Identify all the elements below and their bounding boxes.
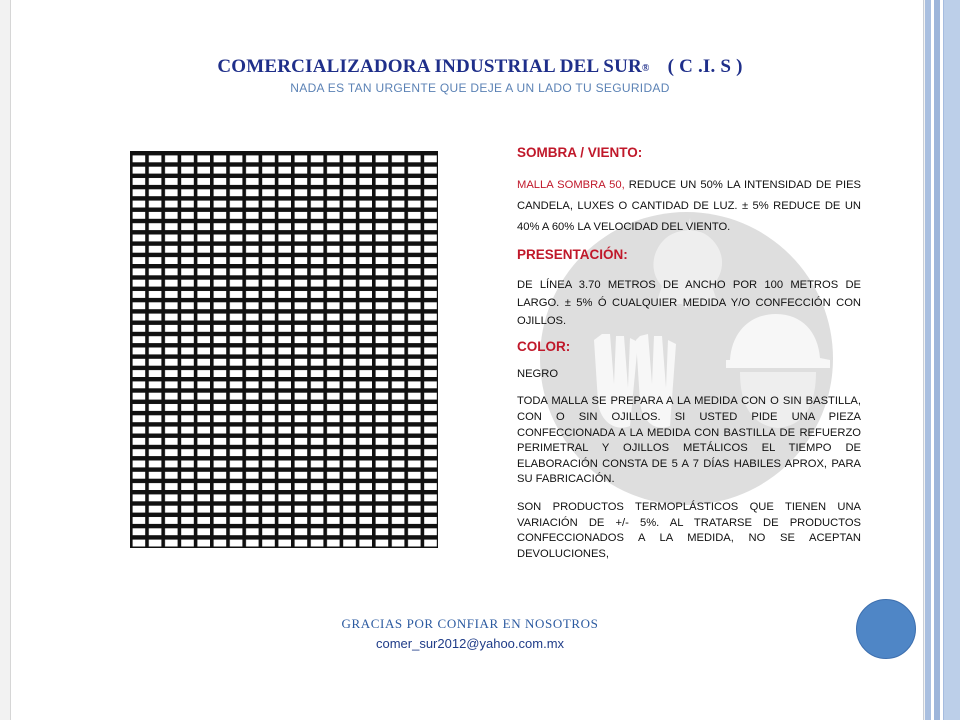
malla-sombra-photo [130, 151, 438, 548]
returns-note: SON PRODUCTOS TERMOPLÁSTICOS QUE TIENEN UNA VARIACIÓN DE +/- 5%. AL TRATARSE DE PRODUCTOS CONFECCIONADOS A LA MEDIDA, NO SE ACEPTAN DEVOLUCIONES, [517, 500, 861, 560]
company-name: COMERCIALIZADORA INDUSTRIAL DEL SUR [217, 56, 642, 77]
sombra-lead: MALLA SOMBRA 50, [517, 178, 625, 191]
product-description [517, 145, 861, 562]
slogan: NADA ES TAN URGENTE QUE DEJE A UN LADO TU SEGURIDAD [290, 81, 670, 95]
border-stripe-wide [943, 0, 960, 720]
registered-mark: ® [641, 63, 650, 74]
section-heading-color: COLOR: [517, 339, 571, 355]
sombra-body: REDUCE UN 50% LA INTENSIDAD DE PIES CANDELA, LUXES O CANTIDAD DE LUZ. ± 5% REDUCE DE UN 40% A 60% LA VELOCIDAD DEL VIENTO. [517, 178, 861, 233]
contact-email[interactable]: comer_sur2012@yahoo.com.mx [375, 636, 565, 651]
sombra-text [517, 175, 861, 238]
thanks-message: GRACIAS POR CONFIAR EN NOSOTROS [341, 616, 599, 631]
color-value: NEGRO [517, 367, 559, 380]
presentacion-text: DE LÍNEA 3.70 METROS DE ANCHO POR 100 METROS DE LARGO. ± 5% Ó CUALQUIER MEDIDA Y/O CONFECCIÓN CON OJILLOS. [517, 279, 861, 328]
custom-order-note: TODA MALLA SE PREPARA A LA MEDIDA CON O SIN BASTILLA, CON O SIN OJILLOS. SI USTED PIDE UNA PIEZA CONFECCIONADA A LA MEDIDA CON BASTILLA DE REFUERZO PERIMETRAL Y OJILLOS METÁLICOS EL TIEMPO DE ELABORACIÓN CONSTA DE 5 A 7 DÍAS HABILES APROX, PARA SU FABRICACIÓN. [517, 395, 861, 486]
company-acronym: ( C .I. S ) [667, 56, 743, 77]
section-heading-presentacion: PRESENTACIÓN: [517, 246, 628, 262]
page-title [0, 56, 960, 78]
section-heading-sombra: SOMBRA / VIENTO: [517, 145, 643, 160]
